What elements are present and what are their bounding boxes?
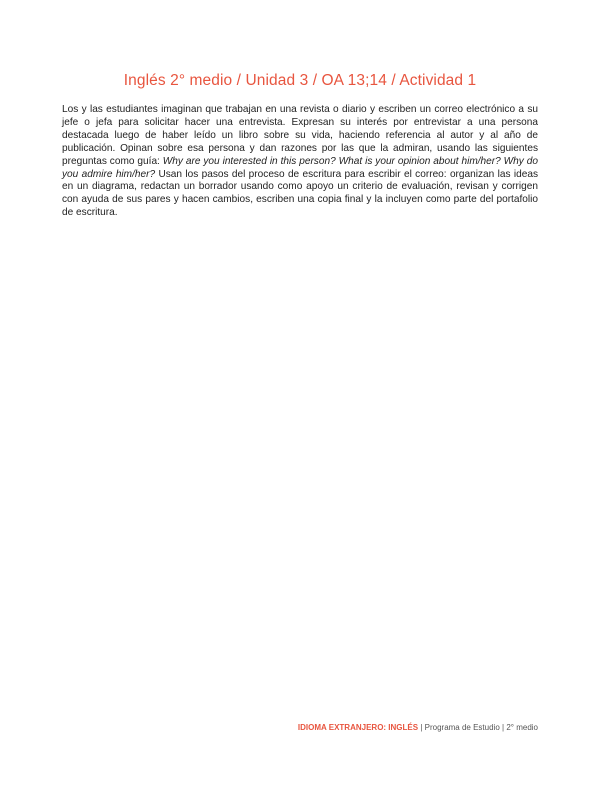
activity-description (62, 104, 538, 220)
description-text-part-2: Usan los pasos del proceso de escritura para escribir el correo: organizan las ideas en un diagrama, redactan un borrador usando como apoyo un criterio de evaluación, revisan y corrigen con ayuda de sus pares y hacen cambios, escriben una copia final y la incluyen como parte del portafolio de escritura. (62, 168, 538, 219)
footer-separator: | (502, 723, 505, 732)
footer-level: 2° medio (506, 723, 538, 732)
footer-program: Programa de Estudio (424, 723, 500, 732)
page-footer (298, 723, 538, 732)
footer-separator: | (420, 723, 423, 732)
page-title: Inglés 2° medio / Unidad 3 / OA 13;14 / Actividad 1 (123, 72, 477, 89)
guiding-questions: Why are you interested in this person? What is your opinion about him/her? Why do you admire him/her? (62, 155, 538, 180)
description-text-part-1: Los y las estudiantes imaginan que trabajan en una revista o diario y escriben un correo electrónico a su jefe o jefa para solicitar hacer una entrevista. Expresan su interés por entrevistar a una persona destacada luego de haber leído un libro sobre su vida, haciendo referencia al autor y al año de publicación. Opinan sobre esa persona y dan razones por las que la admiran, usando las siguientes preguntas como guía: (62, 104, 538, 167)
footer-subject: IDIOMA EXTRANJERO: INGLÉS (297, 723, 419, 732)
